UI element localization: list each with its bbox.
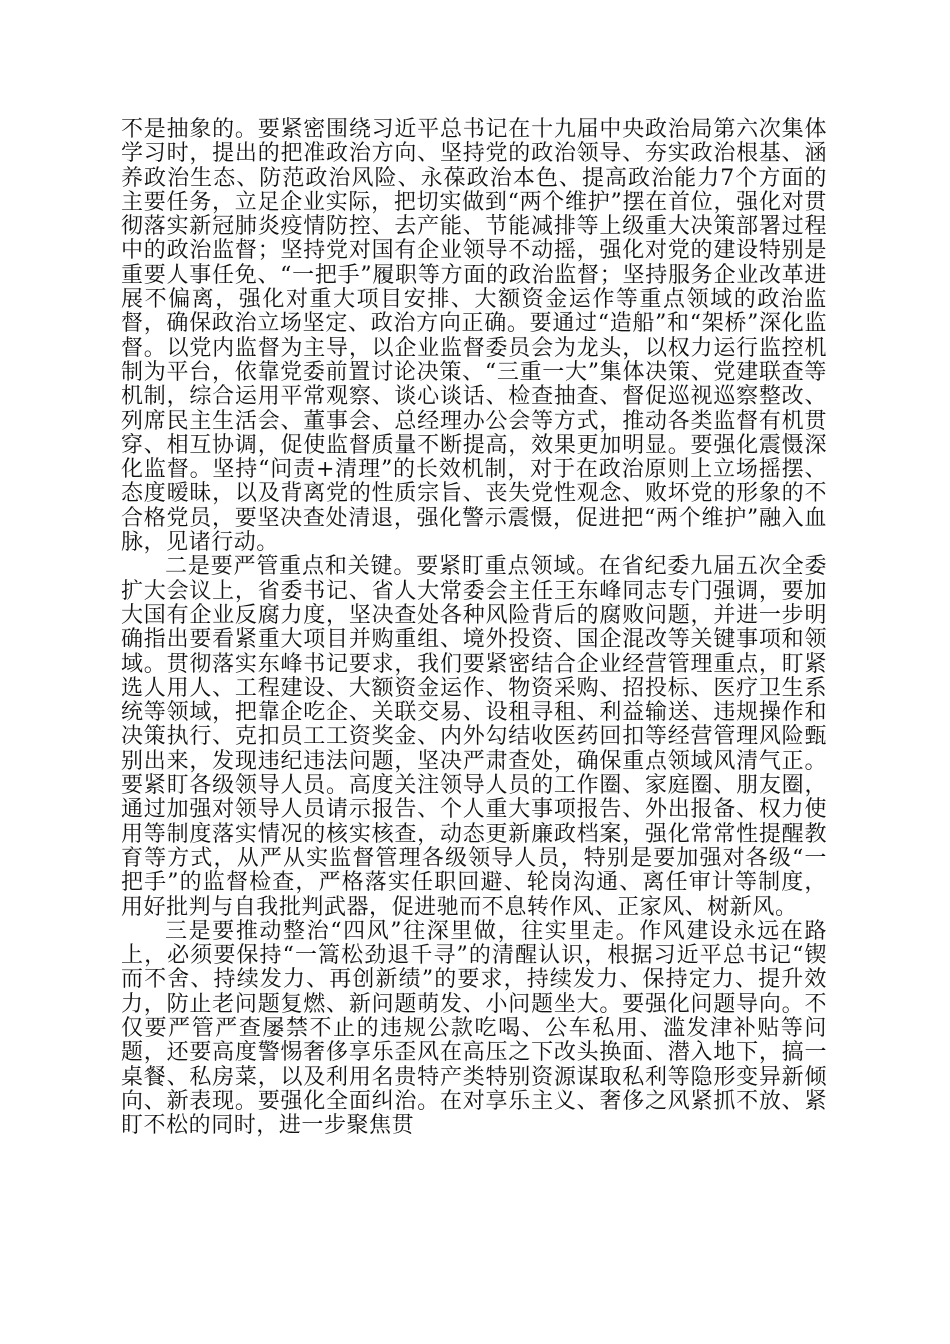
paragraph-1: 不是抽象的。要紧密围绕习近平总书记在十九届中央政治局第六次集体学习时，提出的把准政治方向、坚持党的政治领导、夯实政治根基、涵养政治生态、防范政治风险、永葆政治本色、提高政治能力7个方面的主要任务，立足企业实际，把切实做到“两个维护”摆在首位，强化对贯彻落实新冠肺炎疫情防控、去产能、节能减排等上级重大决策部署过程中的政治监督；坚持党对国有企业领导不动摇，强化对党的建设特别是重要人事任免、“一把手”履职等方面的政治监督；坚持服务企业改革进展不偏离，强化对重大项目安排、大额资金运作等重点领域的政治监督，确保政治立场坚定、政治方向正确。要通过“造船”和“架桥”深化监督。以党内监督为主导，以企业监督委员会为龙头，以权力运行监控机制为平台，依靠党委前置讨论决策、“三重一大”集体决策、党建联查等机制，综合运用平常观察、谈心谈话、检查抽查、督促巡视巡察整改、列席民主生活会、董事会、总经理办公会等方式，推动各类监督有机贯穿、相互协调，促使监督质量不断提高，效果更加明显。要强化震慑深化监督。坚持“问责+清理”的长效机制，对于在政治原则上立场摇摆、态度暧昧，以及背离党的性质宗旨、丧失党性观念、败坏党的形象的不合格党员，要坚决查处清退，强化警示震慑，促进把“两个维护”融入血脉，见诸行动。 [121,117,827,556]
paragraph-2: 二是要严管重点和关键。要紧盯重点领域。在省纪委九届五次全委扩大会议上，省委书记、省人大常委会主任王东峰同志专门强调，要加大国有企业反腐力度，坚决查处各种风险背后的腐败问题，并进一步明确指出要看紧重大项目并购重组、境外投资、国企混改等关键事项和领域。贯彻落实东峰书记要求，我们要紧密结合企业经营管理重点，盯紧选人用人、工程建设、大额资金运作、物资采购、招投标、医疗卫生系统等领域，把靠企吃企、关联交易、设租寻租、利益输送、违规操作和决策执行、克扣员工工资奖金、内外勾结收医药回扣等经营管理风险甄别出来，发现违纪违法问题，坚决严肃查处，确保重点领域风清气正。要紧盯各级领导人员。高度关注领导人员的工作圈、家庭圈、朋友圈，通过加强对领导人员请示报告、个人重大事项报告、外出报备、权力使用等制度落实情况的核实核查，动态更新廉政档案，强化常常性提醒教育等方式，从严从实监督管理各级领导人员，特别是要加强对各级“一把手”的监督检查，严格落实任职回避、轮岗沟通、离任审计等制度，用好批判与自我批判武器，促进驰而不息转作风、正家风、树新风。 [121,554,827,920]
paragraph-3: 三是要推动整治“四风”往深里做，往实里走。作风建设永远在路上，必须要保持“一篙松劲退千寻”的清醒认识，根据习近平总书记“锲而不舍、持续发力、再创新绩”的要求，持续发力、保持定力、提升效力，防止老问题复燃、新问题萌发、小问题坐大。要强化问题导向。不仅要严管严查屡禁不止的违规公款吃喝、公车私用、滥发津补贴等问题，还要高度警惕奢侈享乐歪风在高压之下改头换面、潜入地下，搞一桌餐、私房菜，以及利用名贵特产类特别资源谋取私利等隐形变异新倾向、新表现。要强化全面纠治。在对享乐主义、奢侈之风紧抓不放、紧盯不松的同时，进一步聚焦贯 [121,918,827,1139]
body-text [121,118,827,1138]
